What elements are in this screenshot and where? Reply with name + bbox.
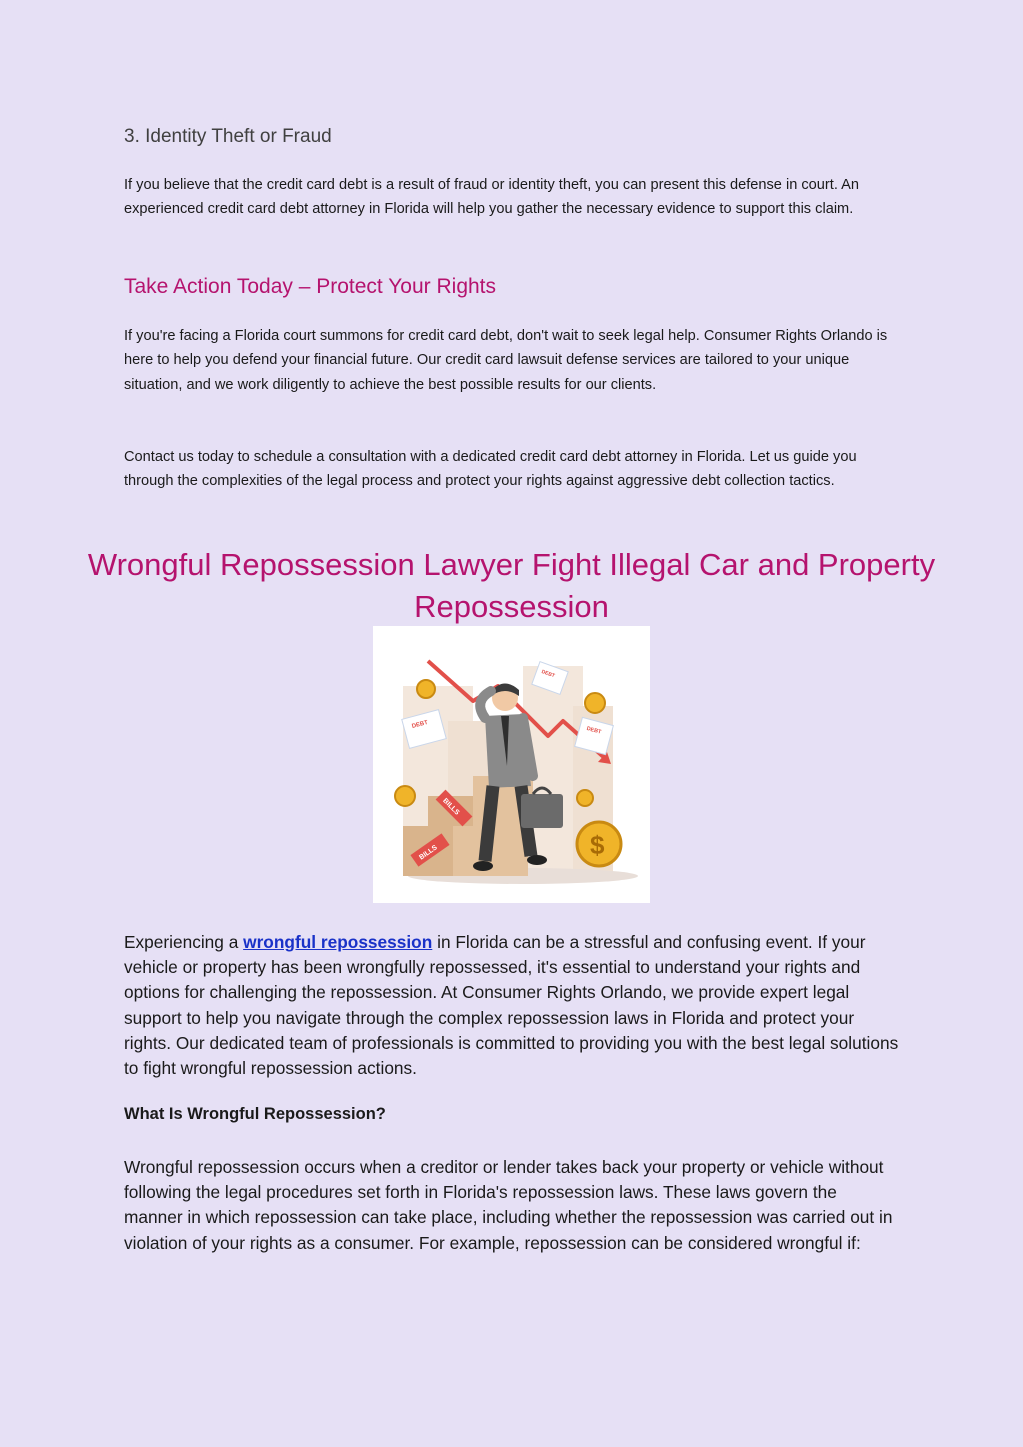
- intro-paragraph: [124, 930, 899, 1081]
- article-title: Wrongful Repossession Lawyer Fight Illegal Car and Property Repossession: [87, 547, 936, 624]
- debt-label-2: DEBT: [540, 668, 556, 680]
- dollar-coin: [577, 822, 621, 866]
- dollar-symbol: $: [590, 830, 605, 860]
- definition-paragraph: Wrongful repossession occurs when a creditor or lender takes back your property or vehicle without following the legal procedures set forth in Florida's repossession laws. These laws govern the manner in which repossession can take place, including whether the repossession was carried out in violation of your rights as a consumer. For example, repossession can be considered wrongful if:: [124, 1157, 893, 1253]
- repossession-illustration: [373, 626, 650, 903]
- take-action-heading: Take Action Today – Protect Your Rights: [124, 275, 497, 298]
- bills-label-1: BILLS: [441, 797, 461, 817]
- intro-text-after-link: in Florida can be a stressful and confusing event. If your vehicle or property has been wrongfully repossessed, it's essential to understand your rights and options for challenging the repossession. At Consumer Rights Orlando, we provide expert legal support to help you navigate through the complex repossession laws in Florida and protect your rights. Our dedicated team of professionals is committed to providing you with the best legal solutions to fight wrongful repossession actions.: [124, 932, 899, 1079]
- what-is-wrongful-repossession-heading: What Is Wrongful Repossession?: [124, 1105, 386, 1123]
- identity-theft-heading: 3. Identity Theft or Fraud: [124, 126, 332, 147]
- bills-label-2: BILLS: [418, 844, 439, 862]
- debt-label-1: DEBT: [411, 719, 429, 730]
- intro-text-before-link: Experiencing a: [124, 932, 244, 952]
- take-action-paragraph-2: Contact us today to schedule a consultation with a dedicated credit card debt attorney in Florida. Let us guide you through the complexities of the legal process and protect your rights against aggressive debt collection tactics.: [124, 449, 857, 490]
- stressed-businessman-illustration: [373, 626, 650, 903]
- wrongful-repossession-link[interactable]: wrongful repossession: [243, 932, 433, 952]
- take-action-paragraph-1: If you're facing a Florida court summons for credit card debt, don't wait to seek legal help. Consumer Rights Orlando is here to help you defend your financial future. Our credit card lawsuit defense services are tailored to your unique situation, and we work diligently to achieve the best possible results for our clients.: [124, 328, 888, 393]
- identity-theft-paragraph: If you believe that the credit card debt is a result of fraud or identity theft, you can present this defense in court. An experienced credit card debt attorney in Florida will help you gather the necessary evidence to support this claim.: [124, 177, 859, 218]
- debt-label-3: DEBT: [585, 725, 602, 736]
